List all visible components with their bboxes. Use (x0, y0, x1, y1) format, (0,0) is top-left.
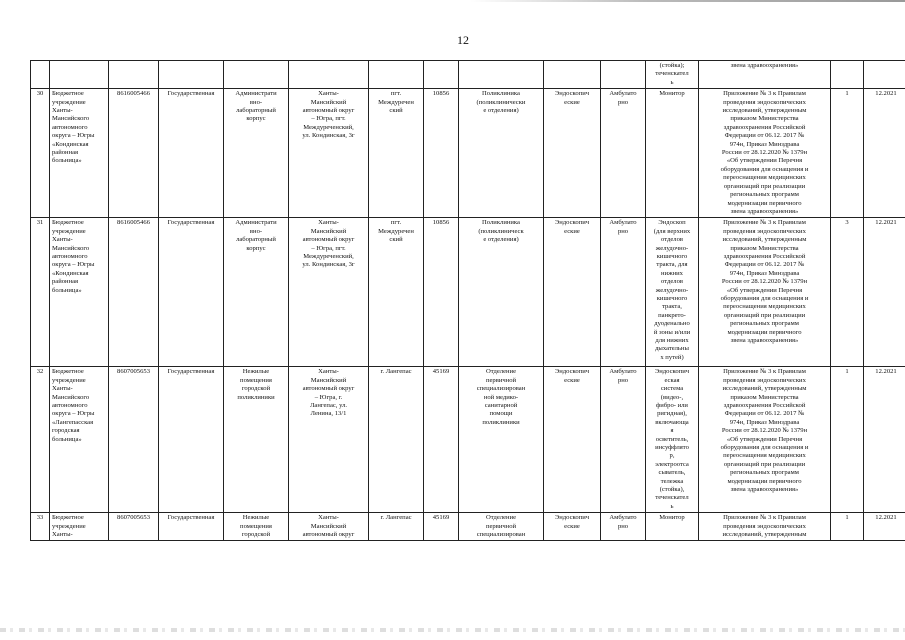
cell-institution-name: Бюджетное учреждение Ханты- Мансийского автономного округа – Югры «Кондинская районная больница» (50, 218, 109, 367)
cell-quantity: 1 (831, 513, 864, 541)
cell-quantity: 1 (831, 367, 864, 513)
cell-profile: Эндоскопич еские (544, 218, 601, 367)
cell-date: 12.2021 (864, 513, 905, 541)
cell-basis: Приложение № 3 к Правилам проведения эндоскопических исследований, утвержденным приказом Министерства здравоохранения Российской Федерации от 06.12. 2017 № 974н, Приказ Минздрава России от 28.12.2020 № 1379н «Об утверждении Перечня оборудования для оснащения и переоснащения медицинских организаций при реализации региональных программ модернизации первичного звена здравоохранения» (699, 218, 831, 367)
cell-address: Ханты- Мансийский автономный округ – Югра, пгт. Междуреченский, ул. Кондинская, 3г (289, 218, 369, 367)
cell-profile: Эндоскопич еские (544, 513, 601, 541)
cell-basis: Приложение № 3 к Правилам проведения эндоскопических исследований, утвержденным приказом Министерства здравоохранения Российской Федерации от 06.12. 2017 № 974н, Приказ Минздрава России от 28.12.2020 № 1379н «Об утверждении Перечня оборудования для оснащения и переоснащения медицинских организаций при реализации региональных программ модернизации первичного звена здравоохранения» (699, 89, 831, 218)
cell-building: Нежилые помещения городской поликлиники (224, 367, 289, 513)
cell-basis: звена здравоохранения» (699, 61, 831, 89)
cell-ownership: Государственная (159, 218, 224, 367)
cell-care-type: Амбулато рно (601, 89, 646, 218)
cell-care-type: Амбулато рно (601, 513, 646, 541)
cell-equipment: (стойка); теченскател ь (646, 61, 699, 89)
cell-number: 31 (31, 218, 50, 367)
cell-inn: 8616005466 (109, 89, 159, 218)
cell-number: 30 (31, 89, 50, 218)
cell-number: 33 (31, 513, 50, 541)
cell-address: Ханты- Мансийский автономный округ – Югра, пгт. Междуреченский, ул. Кондинская, 3г (289, 89, 369, 218)
cell-institution-name: Бюджетное учреждение Ханты- Мансийского автономного округа – Югры «Кондинская районная больница» (50, 89, 109, 218)
cell-inn: 8607005653 (109, 513, 159, 541)
cell-date: 12.2021 (864, 218, 905, 367)
table-row (31, 218, 905, 367)
cell-division: Поликлиника (поликлинически е отделения) (459, 89, 544, 218)
cell-care-type: Амбулато рно (601, 367, 646, 513)
cell-division: Отделение первичной специализирован (459, 513, 544, 541)
cell-building: Нежилые помещения городской (224, 513, 289, 541)
cell-address: Ханты- Мансийский автономный округ (289, 513, 369, 541)
cell-settlement: пгт. Междуречен ский (369, 218, 424, 367)
cell-postcode: 45169 (424, 367, 459, 513)
cell-ownership: Государственная (159, 367, 224, 513)
cell-date: 12.2021 (864, 89, 905, 218)
cell-equipment: Монитор (646, 513, 699, 541)
cell-equipment: Эндоскопич еская система (видео-, фибро- или ригидная), включающа я осветитель, инсуффлято р, электроотса сыватель, тележка (стойка), теченскател ь (646, 367, 699, 513)
cell-inn: 8607005653 (109, 367, 159, 513)
cell-profile: Эндоскопич еские (544, 367, 601, 513)
cell-quantity: 3 (831, 218, 864, 367)
cell-care-type: Амбулато рно (601, 218, 646, 367)
cell-institution-name: Бюджетное учреждение Ханты- (50, 513, 109, 541)
cell-postcode: 45169 (424, 513, 459, 541)
page-number: 12 (457, 33, 469, 47)
cell-postcode: 10856 (424, 89, 459, 218)
cell-profile: Эндоскопич еские (544, 89, 601, 218)
cell-inn: 8616005466 (109, 218, 159, 367)
cell-postcode: 10856 (424, 218, 459, 367)
cell-settlement: пгт. Междуречен ский (369, 89, 424, 218)
cell-building: Администрати вно- лабораторный корпус (224, 89, 289, 218)
cell-ownership: Государственная (159, 89, 224, 218)
table-row (31, 89, 905, 218)
table-row (31, 367, 905, 513)
table-row (31, 513, 905, 541)
scan-edge-top (470, 0, 905, 2)
equipment-table (30, 60, 905, 541)
cell-equipment: Эндоскоп (для верхних отделов желудочно- кишечного тракта, для нижних отделов желудочно- кишечного тракта, панкрето- дуоденально й зоны и/или для нижних дыхательны х путей) (646, 218, 699, 367)
cell-division: Отделение первичной специализирован ной медико- санитарной помощи поликлиники (459, 367, 544, 513)
cell-quantity: 1 (831, 89, 864, 218)
table-body (31, 61, 905, 541)
cell-division: Поликлиника (поликлиническ е отделения) (459, 218, 544, 367)
table-row-continued (31, 61, 905, 89)
cell-settlement: г. Лангепас (369, 367, 424, 513)
cell-basis: Приложение № 3 к Правилам проведения эндоскопических исследований, утвержденным (699, 513, 831, 541)
cell-date: 12.2021 (864, 367, 905, 513)
cell-address: Ханты- Мансийский автономный округ – Югра, г. Лангепас, ул. Ленина, 13/1 (289, 367, 369, 513)
cell-equipment: Монитор (646, 89, 699, 218)
cell-ownership: Государственная (159, 513, 224, 541)
scan-edge-bottom (0, 628, 905, 632)
cell-number: 32 (31, 367, 50, 513)
cell-basis: Приложение № 3 к Правилам проведения эндоскопических исследований, утвержденным приказом Министерства здравоохранения Российской Федерации от 06.12. 2017 № 974н, Приказ Минздрава России от 28.12.2020 № 1379н «Об утверждении Перечня оборудования для оснащения и переоснащения медицинских организаций при реализации региональных программ модернизации первичного звена здравоохранения» (699, 367, 831, 513)
cell-building: Администрати вно- лабораторный корпус (224, 218, 289, 367)
cell-institution-name: Бюджетное учреждение Ханты- Мансийского автономного округа – Югры «Лангепасская городская больница» (50, 367, 109, 513)
cell-settlement: г. Лангепас (369, 513, 424, 541)
